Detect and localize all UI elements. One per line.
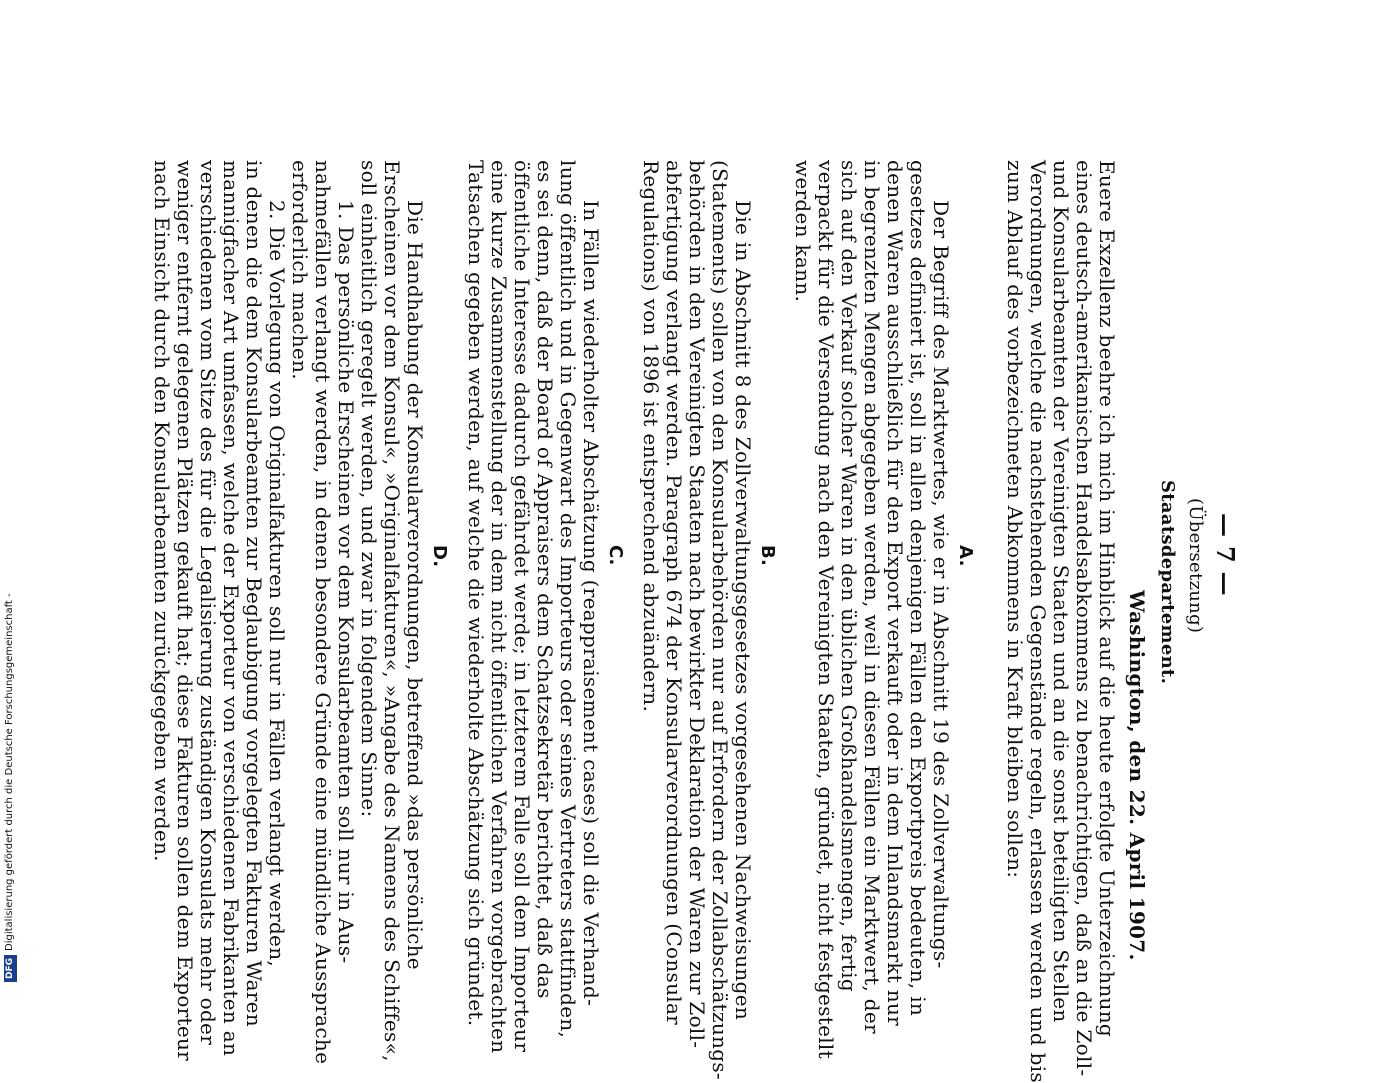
section-c-line: öffentliche Interesse dadurch gefährdet werde; in letzterem Falle soll dem Importeur (510, 160, 534, 1053)
dfg-logo: DFG (4, 955, 17, 982)
document-subtitle: (Übersetzung) (1185, 498, 1206, 634)
section-d-line: soll einheitlich geregelt werden, und zwar in folgendem Sinne: (357, 160, 381, 818)
section-d-line: nahmefällen verlangt werden, in denen besondere Gründe eine mündliche Aussprache (311, 160, 335, 1065)
intro-line: Euere Exzellenz beehre ich mich im Hinblick auf die heute erfolgte Unterzeichnung (1095, 160, 1119, 1038)
section-d-line: Die Handhabung der Konsularverordnungen, betreffend »das persönliche (403, 200, 427, 970)
section-c-line: In Fällen wiederholter Abschätzung (reappraisement cases) soll die Verhand- (579, 200, 603, 1007)
section-b-line: (Statements) sollen von den Konsularbehörden nur auf Erfordern der Zollabschätzungs- (708, 160, 732, 1080)
section-d-line: Erscheinen vor dem Konsul«, »Originalfakturen«, »Angabe des Namens des Schiffes«, (380, 160, 404, 1062)
section-a-heading: A. (955, 545, 976, 567)
digitization-credit-text: Digitalisierung gefördert durch die Deutsche Forschungsgemeinschaft - (4, 593, 15, 951)
section-c-line: eine kurze Zusammenstellung der in dem nicht öffentlichen Verfahren vorgebrachten (487, 160, 511, 1054)
dateline: Washington, den 22. April 1907. (1125, 590, 1149, 961)
section-d-line: mannigfacher Art umfassen, welche der Exporteur von verschiedenen Fabrikanten an (219, 160, 243, 1057)
section-c-heading: C. (605, 545, 626, 566)
intro-line: zum Ablauf des vorbezeichneten Abkommens in Kraft bleiben sollen: (1003, 160, 1027, 879)
section-d-line: 1. Das persönliche Erscheinen vor dem Konsularbeamten soll nur in Aus- (334, 200, 358, 964)
digitization-credit (2, 0, 18, 1000)
section-b-line: Regulations) von 1896 ist entsprechend abzuändern. (639, 160, 663, 713)
section-d-line: nach Einsicht durch den Konsularbeamten zurückgegeben werden. (150, 160, 174, 862)
section-a-line: sich auf den Verkauf solcher Waren in den üblichen Großhandelsmengen, fertig (837, 160, 861, 992)
intro-line: und Konsularbeamten der Vereinigten Staaten und an die sonst beteiligten Stellen (1049, 160, 1073, 1023)
section-d-line: 2. Die Vorlegung von Originalfakturen soll nur in Fällen verlangt werden, (265, 200, 289, 968)
section-c-line: Tatsachen gegeben werden, auf welche die wiederholte Abschätzung sich gründet. (464, 160, 488, 1027)
section-a-line: werden kann. (791, 160, 815, 303)
section-d-line: in denen die dem Konsularbeamten zur Beglaubigung vorgelegten Fakturen Waren (242, 160, 266, 1027)
section-d-line: verschiedenen vom Sitze des für die Legalisierung zuständigen Konsulats mehr oder (196, 160, 220, 1046)
intro-line: eines deutsch-amerikanischen Handelsabkommens zu benachrichtigen, daß an die Zoll- (1072, 160, 1096, 1077)
intro-line: Verordnungen, welche die nachstehenden Gegenstände regeln, erlassen werden und bis (1026, 160, 1050, 1083)
section-d-line: weniger entfernt gelegenen Plätzen gekauft hat; diese Fakturen sollen dem Exporteur (173, 160, 197, 1062)
page-number: — 7 — (1211, 513, 1240, 596)
section-a-line: Der Begriff des Marktwertes, wie er in Abschnitt 19 des Zollverwaltungs- (929, 200, 953, 969)
section-c-line: lung öffentlich und in Gegenwart des Importeurs oder seines Vertreters stattfinden, (556, 160, 580, 1039)
section-a-line: denen Waren ausschließlich für den Export verkauft oder in dem Inlandsmarkt nur (883, 160, 907, 1027)
section-b-heading: B. (757, 545, 778, 567)
section-a-line: gesetzes definiert ist, soll in allen denjenigen Fällen den Exportpreis bedeuten, in (906, 160, 930, 1017)
section-d-line: erforderlich machen. (288, 160, 312, 380)
section-c-line: es sei denn, daß der Board of Appraisers dem Schatzsekretär berichtet, daß das (533, 160, 557, 999)
section-b-line: Die in Abschnitt 8 des Zollverwaltungsgesetzes vorgesehenen Nachweisungen (731, 200, 755, 1021)
section-a-line: in begrenzten Mengen abgegeben werden, weil in diesen Fällen ein Marktwert, der (860, 160, 884, 1034)
section-b-line: behörden in den Vereinigten Staaten nach bewirkter Deklaration der Waren zur Zoll- (685, 160, 709, 1049)
section-d-heading: D. (429, 545, 450, 568)
rotated-document-page (125, 160, 1240, 1083)
department-label: Staatsdepartement. (1157, 480, 1178, 685)
section-a-line: verpackt für die Versendung nach den Vereinigten Staaten, gründet, nicht festgestellt (814, 160, 838, 1059)
section-b-line: abfertigung verlangt werden. Paragraph 674 der Konsularverordnungen (Consular (662, 160, 686, 1026)
